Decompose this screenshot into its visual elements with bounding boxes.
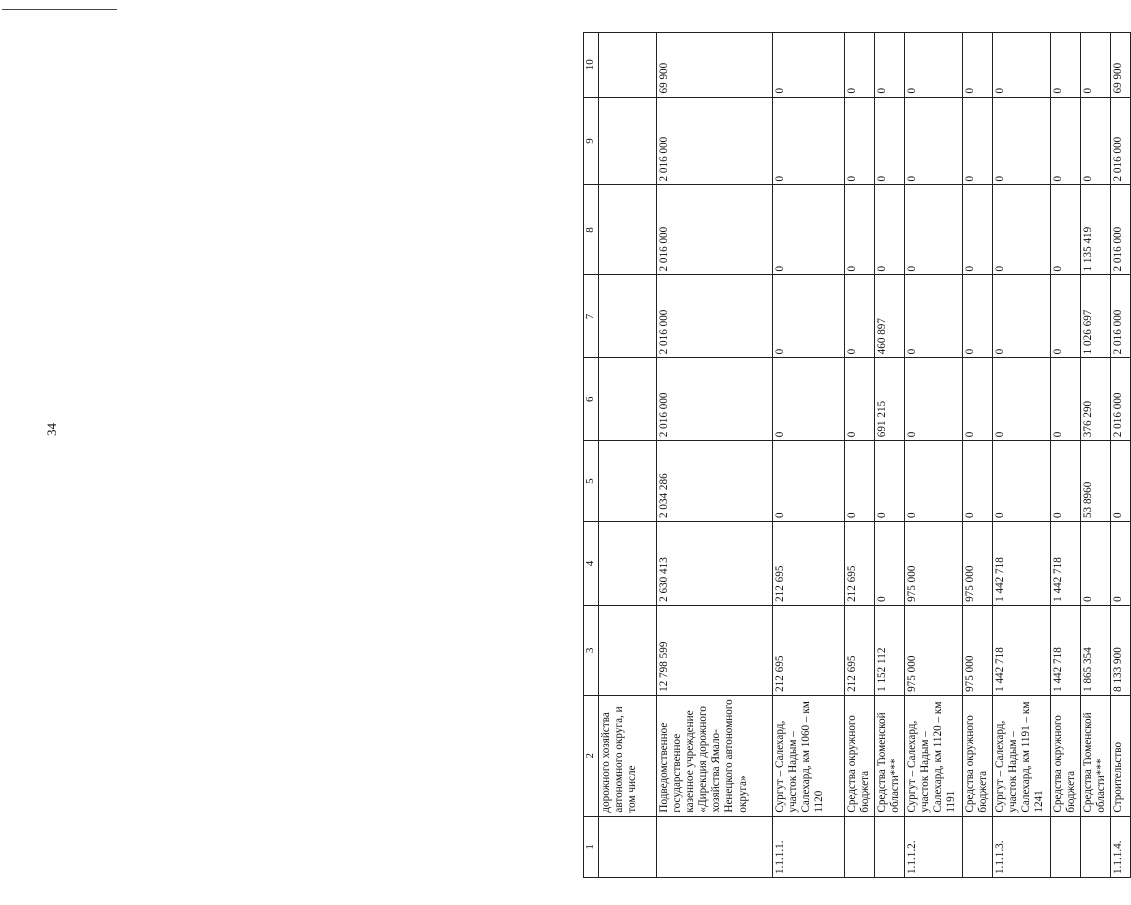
table-row [773,33,845,878]
value-cell: 0 [963,441,993,522]
column-header: 4 [584,522,599,606]
value-cell [599,605,657,695]
row-name-cell: Подведомственное государственное казенное учреждение «Дирекция дорожного хозяйства Ямало-Ненецкого автономного округа» [657,695,773,816]
value-cell [599,275,657,358]
row-number-cell [1051,816,1081,877]
column-header: 7 [584,275,599,358]
value-cell: 0 [875,97,905,185]
value-cell: 0 [905,275,963,358]
value-cell: 2 034 286 [657,441,773,522]
row-number-cell [963,816,993,877]
value-cell: 69 900 [1111,33,1131,98]
value-cell: 1 442 718 [1051,605,1081,695]
value-cell: 0 [963,185,993,275]
value-cell: 0 [845,97,875,185]
value-cell: 2 016 000 [1111,358,1131,441]
value-cell: 0 [963,97,993,185]
value-cell: 0 [845,441,875,522]
header-row [584,33,599,878]
value-cell: 2 630 413 [657,522,773,606]
value-cell: 0 [1111,522,1131,606]
value-cell: 0 [773,185,845,275]
table-row [845,33,875,878]
table-row [993,33,1051,878]
value-cell: 460 897 [875,275,905,358]
row-name-cell: дорожного хозяйства автономного округа, и том числе [599,695,657,816]
row-name-cell: Строительство [1111,695,1131,816]
row-name-cell: Средства окружного бюджета [1051,695,1081,816]
value-cell [599,522,657,606]
column-header: 9 [584,97,599,185]
value-cell: 0 [993,97,1051,185]
value-cell: 0 [875,522,905,606]
value-cell: 2 016 000 [1111,185,1131,275]
value-cell: 0 [845,275,875,358]
value-cell: 376 290 [1081,358,1111,441]
value-cell: 0 [1051,358,1081,441]
value-cell: 12 798 599 [657,605,773,695]
value-cell: 0 [1081,33,1111,98]
budget-table [583,32,1131,878]
column-header: 6 [584,358,599,441]
page-number: 34 [44,423,59,436]
value-cell: 0 [963,358,993,441]
value-cell: 0 [875,441,905,522]
row-number-cell [845,816,875,877]
value-cell: 1 152 112 [875,605,905,695]
value-cell: 1 026 697 [1081,275,1111,358]
value-cell: 0 [905,33,963,98]
value-cell: 1 442 718 [993,522,1051,606]
row-name-cell: Сургут – Салехард, участок Надым – Салехард, км 1191 – км 1241 [993,695,1051,816]
value-cell: 69 900 [657,33,773,98]
column-header: 3 [584,605,599,695]
value-cell: 975 000 [963,605,993,695]
value-cell: 0 [905,185,963,275]
value-cell: 0 [1081,522,1111,606]
row-name-cell: Средства Тюменской области*** [875,695,905,816]
value-cell: 975 000 [963,522,993,606]
column-header: 10 [584,33,599,98]
value-cell: 1 865 354 [1081,605,1111,695]
row-name-cell: Сургут – Салехард, участок Надым – Салехард, км 1120 – км 1191 [905,695,963,816]
value-cell: 0 [1051,275,1081,358]
value-cell: 0 [963,33,993,98]
value-cell: 0 [1111,441,1131,522]
table-row [1111,33,1131,878]
value-cell: 0 [905,441,963,522]
row-name-cell: Средства Тюменской области*** [1081,695,1111,816]
value-cell: 0 [993,358,1051,441]
value-cell: 0 [875,185,905,275]
value-cell [599,33,657,98]
value-cell: 2 016 000 [657,275,773,358]
value-cell: 212 695 [845,605,875,695]
value-cell: 0 [773,441,845,522]
row-name-cell: Средства окружного бюджета [963,695,993,816]
value-cell: 0 [845,358,875,441]
row-number-cell: 1.1.1.3. [993,816,1051,877]
value-cell [599,358,657,441]
value-cell: 8 133 900 [1111,605,1131,695]
value-cell: 2 016 000 [657,185,773,275]
value-cell: 0 [993,441,1051,522]
value-cell: 975 000 [905,522,963,606]
value-cell: 0 [993,33,1051,98]
column-header: 5 [584,441,599,522]
value-cell [599,185,657,275]
value-cell: 0 [1051,97,1081,185]
value-cell: 0 [875,33,905,98]
table-row [875,33,905,878]
value-cell: 0 [905,358,963,441]
value-cell: 0 [845,33,875,98]
header-rule [2,9,117,10]
row-name-cell: Средства окружного бюджета [845,695,875,816]
value-cell: 212 695 [845,522,875,606]
column-header: 8 [584,185,599,275]
value-cell: 0 [993,185,1051,275]
value-cell: 0 [773,275,845,358]
row-number-cell: 1.1.1.4. [1111,816,1131,877]
value-cell: 0 [773,358,845,441]
value-cell: 0 [905,97,963,185]
value-cell: 2 016 000 [657,358,773,441]
value-cell: 0 [845,185,875,275]
row-name-cell: Сургут – Салехард, участок Надым – Салехард, км 1060 – км 1120 [773,695,845,816]
table-row [599,33,657,878]
value-cell: 1 442 718 [1051,522,1081,606]
table-row [1081,33,1111,878]
value-cell: 212 695 [773,605,845,695]
row-number-cell [657,816,773,877]
row-number-cell [1081,816,1111,877]
row-number-cell [599,816,657,877]
value-cell: 0 [993,275,1051,358]
value-cell: 1 135 419 [1081,185,1111,275]
value-cell: 0 [1051,441,1081,522]
value-cell: 0 [773,97,845,185]
value-cell: 2 016 000 [657,97,773,185]
row-number-cell [875,816,905,877]
value-cell: 691 215 [875,358,905,441]
column-header: 2 [584,695,599,816]
value-cell: 2 016 000 [1111,97,1131,185]
value-cell [599,441,657,522]
value-cell: 0 [963,275,993,358]
value-cell: 2 016 000 [1111,275,1131,358]
value-cell: 0 [773,33,845,98]
table-row [657,33,773,878]
value-cell: 0 [1051,33,1081,98]
value-cell: 0 [1081,97,1111,185]
value-cell: 1 442 718 [993,605,1051,695]
value-cell: 212 695 [773,522,845,606]
row-number-cell: 1.1.1.1. [773,816,845,877]
table-row [905,33,963,878]
row-number-cell: 1.1.1.2. [905,816,963,877]
table-row [1051,33,1081,878]
table-row [963,33,993,878]
column-header: 1 [584,816,599,877]
value-cell [599,97,657,185]
value-cell: 975 000 [905,605,963,695]
value-cell: 53 8960 [1081,441,1111,522]
value-cell: 0 [1051,185,1081,275]
